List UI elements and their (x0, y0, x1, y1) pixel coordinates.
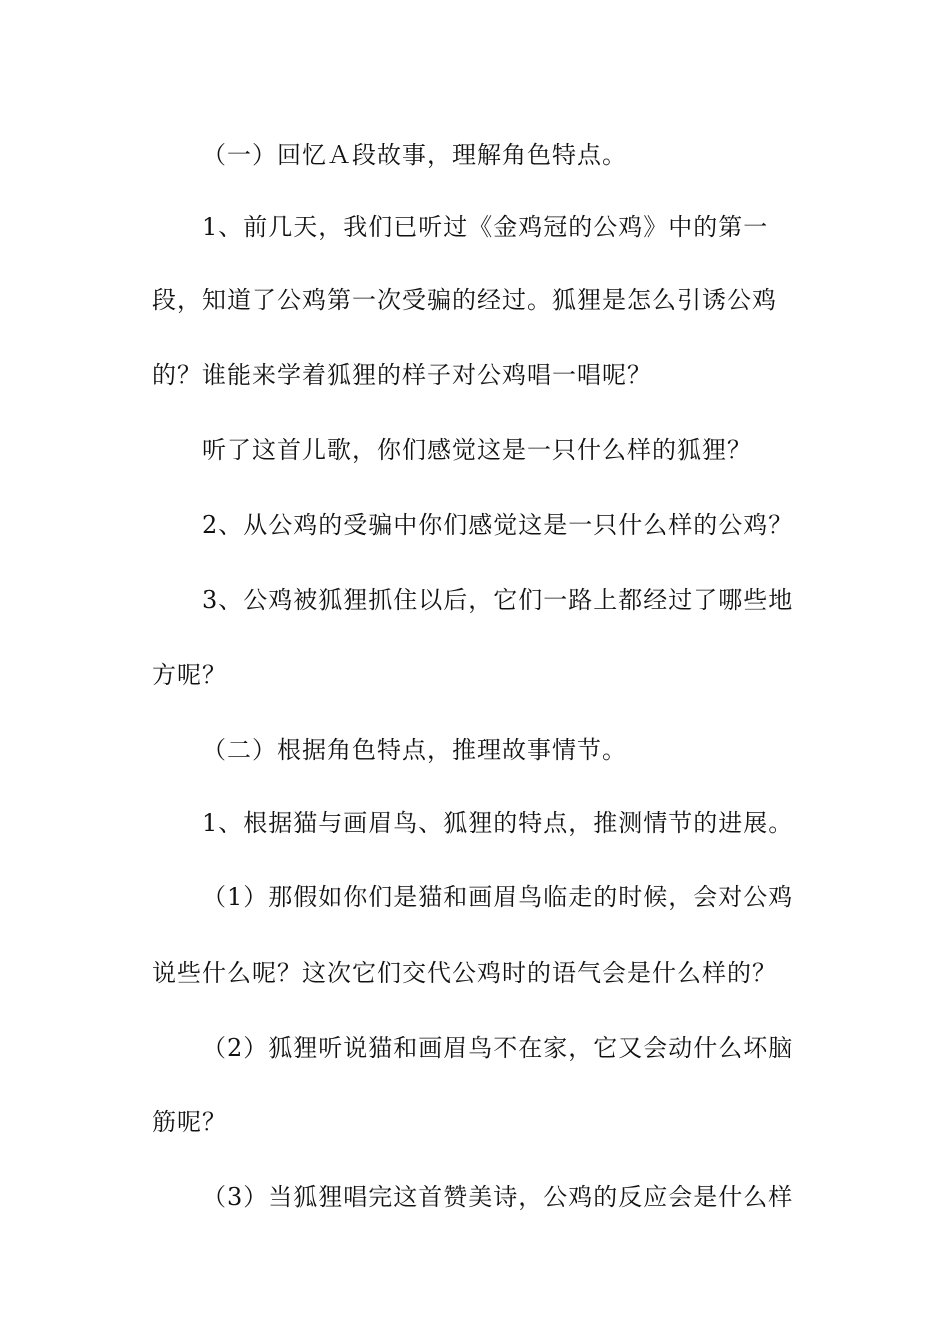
paragraph-line: 1、前几天，我们已听过《金鸡冠的公鸡》中的第一 (202, 213, 769, 241)
paragraph-line: 1、根据猫与画眉鸟、狐狸的特点，推测情节的进展。 (202, 809, 794, 837)
paragraph-line: 2、从公鸡的受骗中你们感觉这是一只什么样的公鸡？ (202, 511, 794, 539)
paragraph-line: 3、公鸡被狐狸抓住以后，它们一路上都经过了哪些地 (202, 586, 794, 614)
paragraph-line: 方呢？ (152, 661, 227, 689)
paragraph-line: （3）当狐狸唱完这首赞美诗，公鸡的反应会是什么样 (202, 1183, 794, 1211)
section-heading-2: （二）根据角色特点，推理故事情节。 (202, 736, 627, 764)
paragraph-line: 的？谁能来学着狐狸的样子对公鸡唱一唱呢？ (152, 361, 652, 389)
paragraph-line: 听了这首儿歌，你们感觉这是一只什么样的狐狸？ (202, 436, 752, 464)
section-heading-1: （一）回忆Ａ段故事，理解角色特点。 (202, 141, 627, 169)
paragraph-line: （2）狐狸听说猫和画眉鸟不在家，它又会动什么坏脑 (202, 1034, 794, 1062)
paragraph-line: 段，知道了公鸡第一次受骗的经过。狐狸是怎么引诱公鸡 (152, 286, 777, 314)
paragraph-line: 筋呢？ (152, 1108, 227, 1136)
paragraph-line: 说些什么呢？这次它们交代公鸡时的语气会是什么样的？ (152, 959, 777, 987)
paragraph-line: （1）那假如你们是猫和画眉鸟临走的时候，会对公鸡 (202, 883, 794, 911)
